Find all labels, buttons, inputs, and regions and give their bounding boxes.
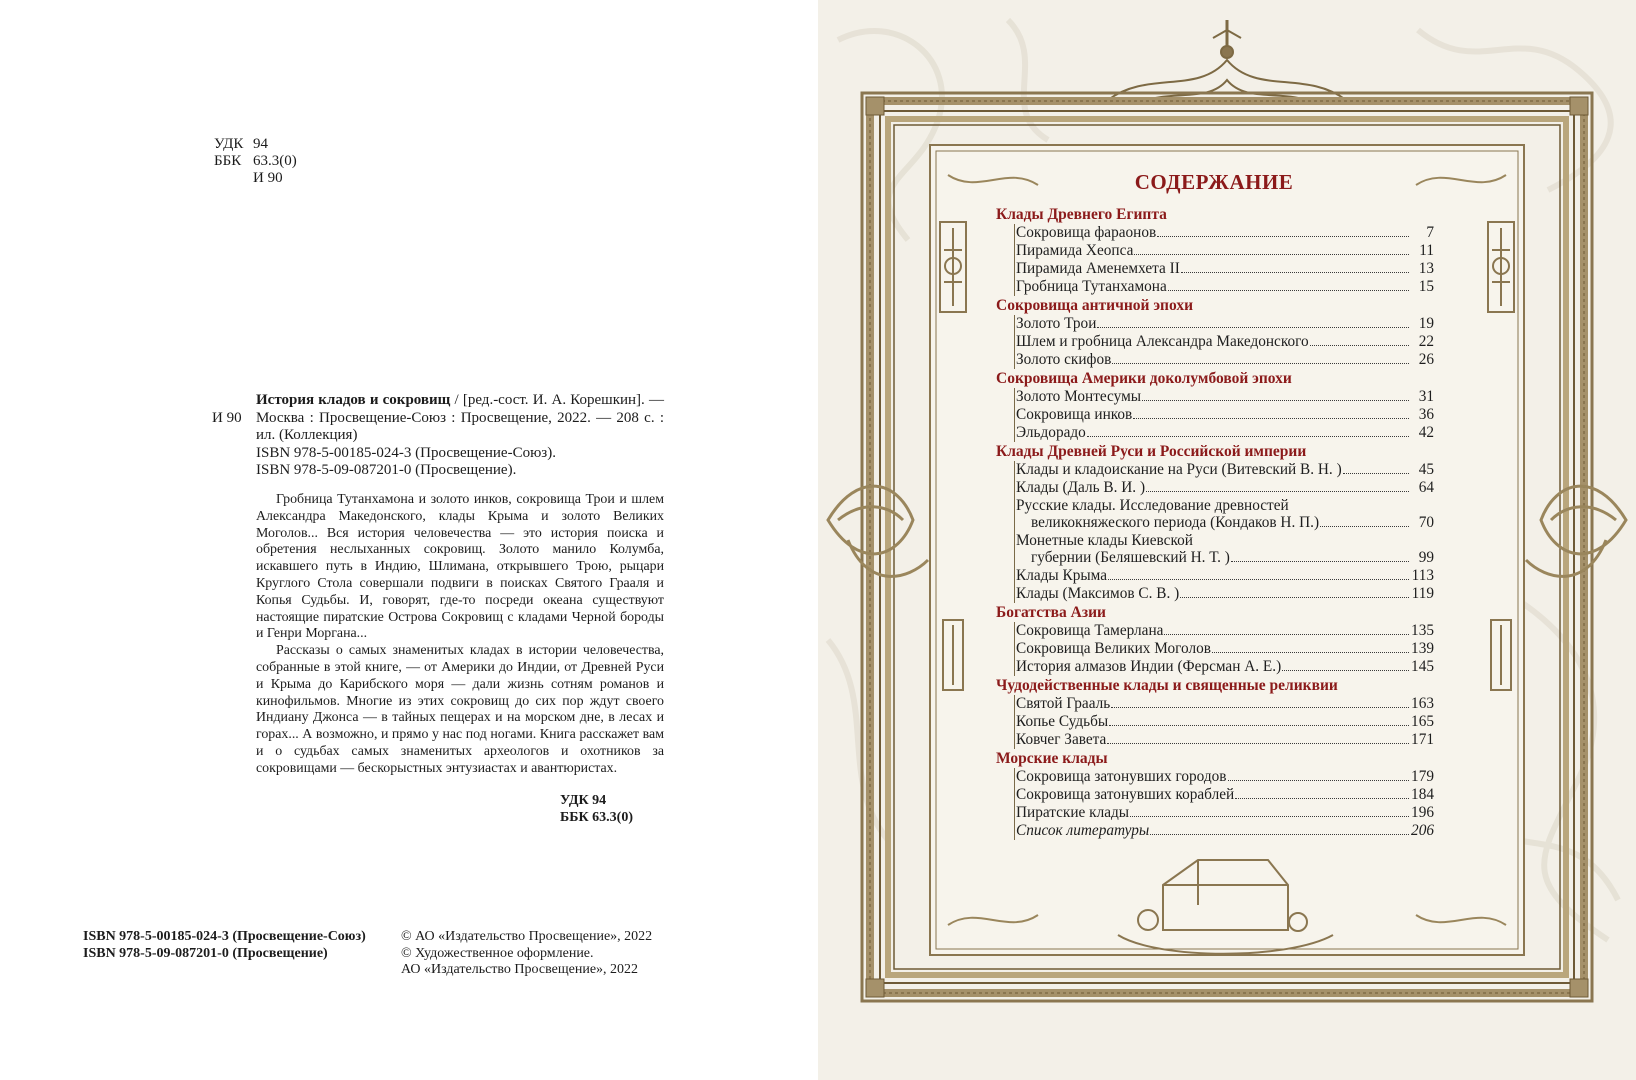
toc-section <box>994 370 1434 442</box>
leader-dots <box>1108 579 1409 580</box>
left-griffin-ornament <box>828 486 928 576</box>
toc-section <box>994 206 1434 296</box>
udk-footer: УДК 94 <box>560 793 607 808</box>
toc-entry[interactable] <box>1015 406 1434 424</box>
isbn-line-2: ISBN 978-5-09-087201-0 (Просвещение). <box>256 462 517 478</box>
toc-entry-page: 11 <box>1419 242 1434 259</box>
section-items <box>1014 622 1434 676</box>
isbn-line-1: ISBN 978-5-00185-024-3 (Просвещение-Союз). <box>256 444 556 461</box>
toc-entry-title: Сокровища фараонов <box>1016 224 1157 241</box>
isbn-bottom-1: ISBN 978-5-00185-024-3 (Просвещение-Союз) <box>83 929 366 944</box>
toc-entry-page: 206 <box>1411 822 1434 839</box>
toc-entry-page: 36 <box>1418 406 1434 423</box>
toc-entry-page: 26 <box>1418 351 1434 368</box>
toc-entry-title: Список литературы <box>1016 822 1150 839</box>
toc-entry-title: Клады (Даль В. И. ) <box>1016 479 1146 496</box>
section-items <box>1014 388 1434 442</box>
leader-dots <box>1164 634 1409 635</box>
toc-entry-page: 165 <box>1411 713 1434 730</box>
annotation-paragraph: Гробница Тутанхамона и золото инков, сокровища Трои и шлем Александра Македонского, клады Крыма и золото Великих Моголов... Вся история человечества — это история поиска и обретения неслыханных сокровищ. Золото манило Колумба, искавшего путь в Индию, Шлимана, открывшего Трою, рыцари Круглого Стола совершали подвиги в поисках Святого Грааля и Копья Судьбы. И, говорят, где-то посреди океана существуют настоящие пиратские Острова Сокровищ с кладами Черной бороды и Генри Моргана... <box>256 492 664 642</box>
toc-section <box>994 750 1434 840</box>
leader-dots <box>1112 363 1409 364</box>
leader-dots <box>1133 418 1409 419</box>
toc-entry-page: 19 <box>1418 315 1434 332</box>
udk-row <box>214 136 297 153</box>
toc-section <box>994 297 1434 369</box>
toc-entry-title: Сокровища Тамерлана <box>1016 622 1164 639</box>
toc-entry-title: История алмазов Индии (Ферсман А. Е.) <box>1016 658 1282 675</box>
leader-dots <box>1107 743 1409 744</box>
toc-entry-page: 22 <box>1418 333 1434 350</box>
toc-section <box>994 604 1434 676</box>
classification-block <box>214 136 297 187</box>
toc-entry-page: 7 <box>1426 224 1434 241</box>
toc-entry[interactable] <box>1015 567 1434 585</box>
toc-entry[interactable] <box>1015 315 1434 333</box>
bbk-footer: ББК 63.3(0) <box>560 810 633 825</box>
toc-entry[interactable] <box>1015 388 1434 406</box>
annotation <box>256 492 664 778</box>
toc-entry-title: губернии (Беляшевский Н. Т. ) <box>1031 549 1230 566</box>
section-items <box>1014 461 1434 603</box>
toc-section <box>994 443 1434 603</box>
toc-entry-page: 45 <box>1418 461 1434 478</box>
section-title: Сокровища античной эпохи <box>996 297 1193 314</box>
toc-entry-title: Клады Крыма <box>1016 567 1108 584</box>
leader-dots <box>1087 436 1409 437</box>
leader-dots <box>1310 345 1409 346</box>
toc-entry-title: Пирамида Аменемхета II <box>1016 260 1180 277</box>
toc-entry-page: 196 <box>1411 804 1434 821</box>
right-griffin-ornament <box>1526 486 1626 576</box>
leader-dots <box>1134 254 1409 255</box>
section-title: Сокровища Америки доколумбовой эпохи <box>996 370 1292 387</box>
copyright-line-1: © АО «Издательство Просвещение», 2022 <box>401 929 653 944</box>
toc-entry[interactable] <box>1015 351 1434 369</box>
toc-entry-page: 70 <box>1418 514 1434 531</box>
leader-dots <box>1181 272 1409 273</box>
toc-entry-page: 179 <box>1411 768 1434 785</box>
leader-dots <box>1157 236 1409 237</box>
bbk-key: ББК <box>214 153 242 169</box>
toc-entry-title: Русские клады. Исследование древностей <box>1016 497 1289 514</box>
toc-entry[interactable] <box>1015 622 1434 640</box>
toc-section <box>994 677 1434 749</box>
toc-entry-title: Сокровища затонувших кораблей <box>1016 786 1235 803</box>
toc-entry[interactable] <box>1015 461 1434 479</box>
toc-entry[interactable] <box>1015 658 1434 676</box>
leader-dots <box>1228 780 1410 781</box>
toc-entry[interactable] <box>1015 713 1434 731</box>
toc-entry-title: Клады и кладоискание на Руси (Витевский В. Н. ) <box>1016 461 1342 478</box>
toc-entry-title: Сокровища инков <box>1016 406 1133 423</box>
leader-dots <box>1146 491 1409 492</box>
leader-dots <box>1142 400 1409 401</box>
toc-entry[interactable] <box>1015 768 1434 786</box>
section-title: Морские клады <box>996 750 1108 767</box>
toc-entry-title: Эльдорадо <box>1016 424 1086 441</box>
toc-entry[interactable] <box>1015 260 1434 278</box>
right-page-contents <box>818 0 1636 1080</box>
toc-entry-page: 113 <box>1411 567 1434 584</box>
toc-entry-title: Золото Монтесумы <box>1016 388 1142 405</box>
leader-dots <box>1231 561 1409 562</box>
copyright-line-2: © Художественное оформление. <box>401 945 594 961</box>
toc-entry-page: 119 <box>1411 585 1434 602</box>
section-title: Чудодейственные клады и священные реликвии <box>996 677 1338 694</box>
toc-entry-title: Копье Судьбы <box>1016 713 1109 730</box>
toc-entry-page: 135 <box>1411 622 1434 639</box>
toc-entry-title: Клады (Максимов С. В. ) <box>1016 585 1180 602</box>
toc-entry[interactable] <box>1015 695 1434 713</box>
toc-entry-page: 184 <box>1411 786 1434 803</box>
toc-entry-title: Пиратские клады <box>1016 804 1130 821</box>
leader-dots <box>1320 526 1409 527</box>
toc-entry-page: 42 <box>1418 424 1434 441</box>
toc-entry-page: 145 <box>1411 658 1434 675</box>
book-title: История кладов и сокровищ <box>256 392 451 408</box>
leader-dots <box>1282 670 1409 671</box>
toc-entry-title: Гробница Тутанхамона <box>1016 278 1167 295</box>
leader-dots <box>1180 597 1409 598</box>
section-title: Богатства Азии <box>996 604 1106 621</box>
toc-entry-page: 64 <box>1418 479 1434 496</box>
section-items <box>1014 224 1434 296</box>
toc-entry-title: Золото скифов <box>1016 351 1112 368</box>
leader-dots <box>1111 707 1409 708</box>
leader-dots <box>1168 290 1409 291</box>
leader-dots <box>1343 473 1409 474</box>
toc-entry[interactable] <box>1015 804 1434 822</box>
toc-entry[interactable] <box>1015 424 1434 442</box>
toc-entry-page: 13 <box>1418 260 1434 277</box>
toc-entry[interactable] <box>1015 242 1434 260</box>
toc-entry[interactable] <box>1015 640 1434 658</box>
toc-entry-title: Монетные клады Киевской <box>1016 532 1193 549</box>
toc-entry-page: 31 <box>1418 388 1434 405</box>
toc-entry[interactable] <box>1015 278 1434 296</box>
bibliographic-record <box>256 392 664 480</box>
copyright-line-3: АО «Издательство Просвещение», 2022 <box>401 962 639 977</box>
toc-entry[interactable] <box>1015 333 1434 351</box>
toc-entry[interactable] <box>1015 786 1434 804</box>
toc-entry-page: 171 <box>1411 731 1434 748</box>
udk-value: 94 <box>253 136 268 152</box>
isbn-bottom-2: ISBN 978-5-09-087201-0 (Просвещение) <box>83 945 328 961</box>
toc-entry-title: Сокровища Великих Моголов <box>1016 640 1211 657</box>
leader-dots <box>1212 652 1409 653</box>
leader-dots <box>1130 816 1409 817</box>
table-of-contents <box>994 170 1434 840</box>
classification-footer <box>560 792 664 826</box>
toc-entry[interactable] <box>1015 479 1434 497</box>
toc-entry-title: Золото Трои <box>1016 315 1097 332</box>
leader-dots <box>1235 798 1409 799</box>
udk-key: УДК <box>214 136 244 152</box>
toc-entry-page: 163 <box>1411 695 1434 712</box>
toc-entry-page: 15 <box>1418 278 1434 295</box>
toc-entry-title: Ковчег Завета <box>1016 731 1107 748</box>
section-title: Клады Древнего Египта <box>996 206 1167 223</box>
toc-entry-title: Пирамида Хеопса <box>1016 242 1134 259</box>
toc-entry-title: Шлем и гробница Александра Македонского <box>1016 333 1309 350</box>
section-items <box>1014 315 1434 369</box>
toc-entry-title: Святой Грааль <box>1016 695 1111 712</box>
toc-entry[interactable] <box>1015 731 1434 749</box>
top-crest <box>1108 20 1346 104</box>
author-mark: И 90 <box>212 410 242 426</box>
book-imprint: / [ред.-сост. И. А. Корешкин]. — Москва : Просвещение-Союз : Просвещение, 2022. — 208 с. : ил. (Коллекция) <box>256 392 664 443</box>
annotation-paragraph: Рассказы о самых знаменитых кладах в истории человечества, собранные в этой книге, — от Америки до Индии, от Древней Руси и Крыма до Карибского моря — дали жизнь сотням романов и кинофильмов. Многие из этих сокровищ до сих пор ждут своего Индиану Джонса — в тайных пещерах и на морском дне, в лесах и горах... А возможно, и прямо у нас под ногами. Книга расскажет вам и о судьбах самых знаменитых археологов и охотников за сокровищами — бескорыстных энтузиастах и авантюристах. <box>256 643 664 776</box>
toc-entry-title: великокняжеского периода (Кондаков Н. П.) <box>1031 514 1320 531</box>
section-title: Клады Древней Руси и Российской империи <box>996 443 1307 460</box>
leader-dots <box>1150 834 1409 835</box>
copyright-block <box>401 929 652 979</box>
toc-entry[interactable] <box>1015 549 1434 567</box>
leader-dots <box>1109 725 1409 726</box>
isbn-block <box>83 929 366 962</box>
leader-dots <box>1097 327 1409 328</box>
toc-entry-bibliography[interactable] <box>1015 822 1434 840</box>
toc-title: СОДЕРЖАНИЕ <box>1134 170 1294 194</box>
section-items <box>1014 768 1434 840</box>
author-sign-row <box>214 170 297 187</box>
author-sign-value: И 90 <box>253 170 283 186</box>
toc-entry[interactable] <box>1015 224 1434 242</box>
bbk-row <box>214 153 297 170</box>
bbk-value: 63.3(0) <box>253 153 297 169</box>
toc-entry-page: 139 <box>1411 640 1434 657</box>
toc-entry-lead-line[interactable] <box>1015 497 1434 514</box>
toc-entry[interactable] <box>1015 585 1434 603</box>
toc-entry-title: Сокровища затонувших городов <box>1016 768 1227 785</box>
toc-entry[interactable] <box>1015 514 1434 532</box>
section-items <box>1014 695 1434 749</box>
toc-entry-lead-line[interactable] <box>1015 532 1434 549</box>
toc-entry-page: 99 <box>1418 549 1434 566</box>
